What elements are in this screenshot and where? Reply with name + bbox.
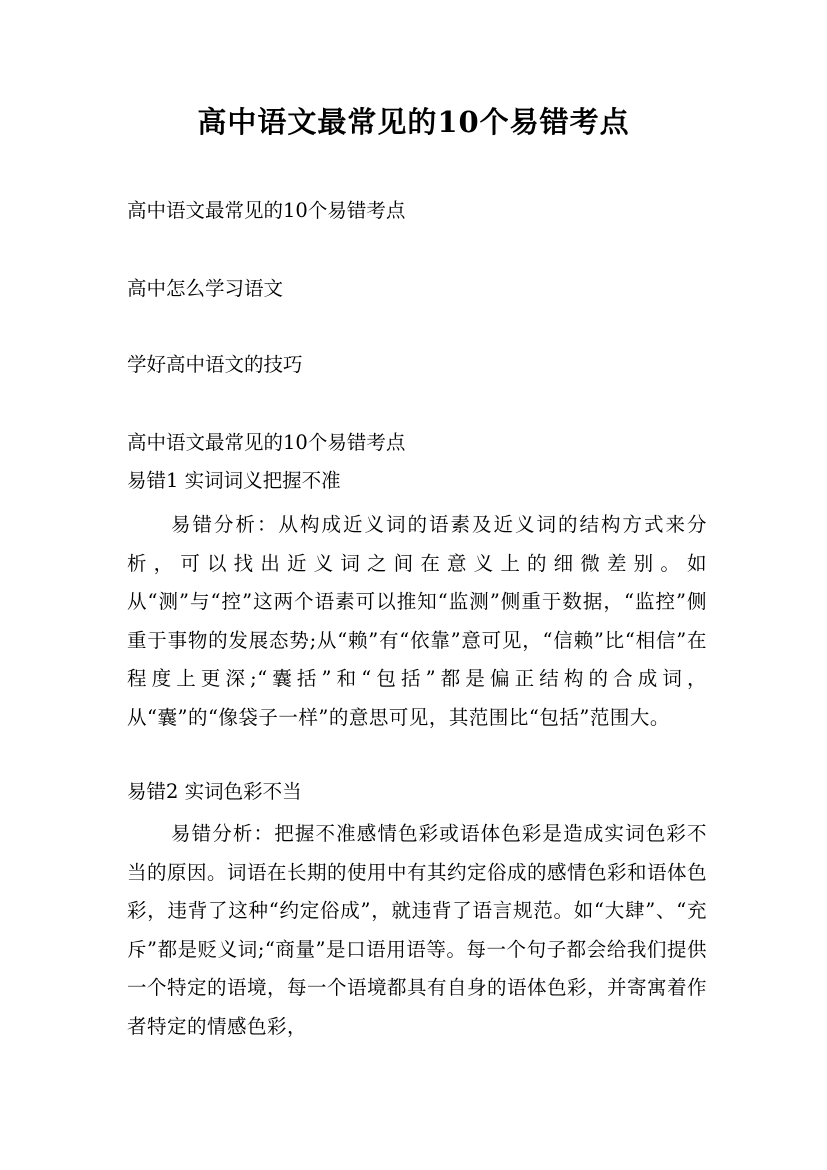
item1-analysis: 易错分析：从构成近义词的语素及近义词的结构方式来分析，可以找出近义词之间在意义上的细微差别。如从“测”与“控”这两个语素可以推知“监测”侧重于数据，“监控”侧重于事物的发展态势;从“赖”有“依靠”意可见，“信赖”比“相信”在程度上更深;“囊括”和“包括”都是偏正结构的合成词，从“囊”的“像袋子一样”的意思可见，其范围比“包括”范围大。 <box>127 513 707 729</box>
toc-item-1: 高中语文最常见的10个易错考点 <box>127 199 406 222</box>
section-heading: 高中语文最常见的10个易错考点 <box>127 431 406 454</box>
toc-item-3: 学好高中语文的技巧 <box>127 353 303 376</box>
item2-heading: 易错2 实词色彩不当 <box>127 780 302 803</box>
item1-heading: 易错1 实词词义把握不准 <box>127 469 341 492</box>
item2-analysis: 易错分析：把握不准感情色彩或语体色彩是造成实词色彩不当的原因。词语在长期的使用中有其约定俗成的感情色彩和语体色彩，违背了这种“约定俗成”，就违背了语言规范。如“大肆”、“充斥”都是贬义词;“商量”是口语用语等。每一个句子都会给我们提供一个特定的语境，每一个语境都具有自身的语体色彩，并寄寓着作者特定的情感色彩， <box>127 822 708 1038</box>
toc-item-2: 高中怎么学习语文 <box>127 277 284 300</box>
document-title: 高中语文最常见的10个易错考点 <box>197 105 630 139</box>
